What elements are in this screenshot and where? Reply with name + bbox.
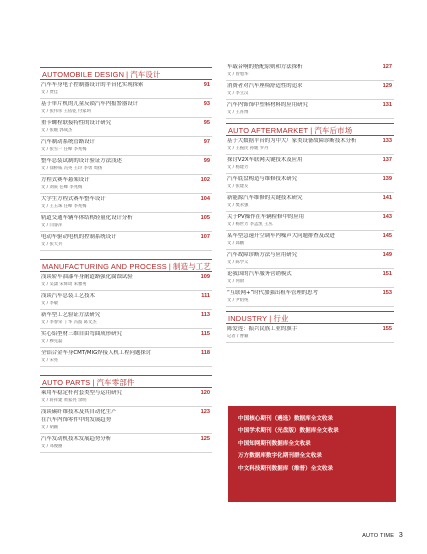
article-title: 基于单片机的儿童反锁汽车内报警器设计 xyxy=(41,101,139,107)
section-header xyxy=(40,259,212,272)
article-title: 全铝合金车身CMT/MIG焊接人机工程问题探讨 xyxy=(41,350,152,356)
article-title: 新车型工艺验证方法研究 xyxy=(41,312,101,318)
toc-entry[interactable] xyxy=(40,99,212,118)
article-title: 乘用车稳定杆衬套类型与运用研究 xyxy=(41,390,122,396)
page-ref: 149 xyxy=(382,252,392,258)
toc-entry[interactable] xyxy=(40,80,212,99)
article-title: 论我国的汽车服务营销模式 xyxy=(227,271,292,277)
toc-entry[interactable] xyxy=(40,175,212,194)
toc-entry[interactable] xyxy=(226,62,394,81)
article-title: 消费者对汽车座椅舒适性的追求 xyxy=(227,83,303,89)
article-authors: 文 / 樊永强 xyxy=(227,202,249,208)
page-ref: 131 xyxy=(382,102,392,108)
page-ref: 95 xyxy=(203,120,210,126)
toc-entry[interactable] xyxy=(40,291,212,310)
section-header xyxy=(40,375,212,388)
article-authors: 文 / 闫睿萍 xyxy=(41,222,63,228)
indexing-line: 万方数据库数字化期刊群全文收录 xyxy=(238,453,322,460)
article-authors: 文 / 张建友 xyxy=(227,183,249,189)
toc-entry[interactable] xyxy=(226,81,394,100)
toc-entry[interactable] xyxy=(40,156,212,175)
article-authors: 文 / 何俞 xyxy=(227,278,245,284)
toc-entry[interactable] xyxy=(40,272,212,291)
toc-entry[interactable] xyxy=(40,232,212,251)
article-authors: 文 / 宋亮 xyxy=(41,357,59,363)
page-ref: 155 xyxy=(382,326,392,332)
page-ref: 115 xyxy=(200,331,210,337)
toc-entry[interactable] xyxy=(40,388,212,407)
indexing-line: 中文科技期刊数据库（维普）全文收录 xyxy=(238,465,334,472)
section-title-en: AUTO AFTERMARKET xyxy=(228,126,309,135)
article-authors: 文 / 陈学义 xyxy=(227,259,249,265)
indexing-line: 中国核心期刊（遴选）数据库全文收录 xyxy=(238,416,334,422)
section-title-cn: 汽车设计 xyxy=(130,70,161,79)
page-ref: 151 xyxy=(382,271,392,277)
article-authors: 文 / 王宵博 xyxy=(227,109,249,115)
toc-entry[interactable] xyxy=(226,250,394,269)
section-title-en: AUTO PARTS xyxy=(42,378,91,387)
article-title: 陈爱莲：振兴民族工业的旗手 xyxy=(227,326,298,332)
article-title: 实心铝型材三维自由弯曲成形研究 xyxy=(41,331,122,337)
article-title: 重卡螺栓联接特性的设计研究 xyxy=(41,120,112,126)
indexing-banner xyxy=(228,406,396,502)
page-ref: 104 xyxy=(200,196,210,202)
section-divider: | xyxy=(269,314,272,323)
page-ref: 93 xyxy=(203,101,210,107)
section-header xyxy=(40,67,212,80)
article-authors: 文 / 李春荣 丁华 冯波 葛文杰 xyxy=(41,319,97,325)
page-ref: 123 xyxy=(200,409,210,415)
page-ref: 127 xyxy=(382,64,392,70)
toc-entry[interactable] xyxy=(226,269,394,288)
page-ref: 118 xyxy=(200,350,210,356)
section-header xyxy=(226,123,394,136)
article-title: 汽车发动机技术发展趋势分析 xyxy=(41,435,112,442)
page-ref: 125 xyxy=(200,435,210,442)
article-title: 浅谈轿车油漆车身耐道路强化腐蚀试验 xyxy=(41,274,133,280)
toc-entry[interactable] xyxy=(40,310,212,329)
article-authors: 文 / 邱鹏 xyxy=(227,240,245,246)
article-title: 大学生方程式赛车整车设计 xyxy=(41,196,106,202)
article-authors: 文 / 穆克磊 xyxy=(41,338,63,344)
article-title: 汽车车身电子控制器设计的平台化实现探索 xyxy=(41,82,144,88)
article-authors: 文 / 李立汉 xyxy=(227,90,249,96)
article-authors: 文 / 李敏 xyxy=(41,300,59,306)
toc-entry[interactable] xyxy=(226,193,394,212)
article-title: 整车总装试制的设计验证方法浅述 xyxy=(41,158,122,164)
article-authors: 文 / 张雪一 任峰 李兆梅 xyxy=(41,146,87,152)
article-authors: 文 / 杨世芳 李孟凯 王丛 xyxy=(227,221,273,227)
section-title-cn: 制造与工艺 xyxy=(173,262,211,271)
article-authors: 文 / 尹绍纯 xyxy=(227,297,249,303)
article-authors: 文 / 王振民 孙媛 罗丹 xyxy=(227,145,269,151)
page-ref: 91 xyxy=(203,82,210,88)
section-title-cn: 汽车后市场 xyxy=(314,126,353,135)
article-title: “互联网+”时代加强出租车管理的思考 xyxy=(227,290,318,296)
section-divider: | xyxy=(126,70,129,79)
page-footer xyxy=(362,532,403,539)
section-title-en: INDUSTRY xyxy=(228,314,268,323)
article-authors: 文 / 徐桥威 冯英 王玲 李勇 周扬 xyxy=(41,165,103,171)
toc-entry[interactable] xyxy=(226,324,394,343)
section-title-en: MANUFACTURING AND PROCESS xyxy=(42,262,167,271)
toc-entry[interactable] xyxy=(40,137,212,156)
page-ref: 143 xyxy=(382,214,392,220)
toc-entry[interactable] xyxy=(40,329,212,348)
page-ref: 153 xyxy=(382,290,392,296)
page-ref: 102 xyxy=(200,177,210,183)
page-ref: 145 xyxy=(382,233,392,239)
section-divider: | xyxy=(92,378,95,387)
page-ref: 107 xyxy=(200,234,210,240)
section-title-en: AUTOMOBILE DESIGN xyxy=(42,70,125,79)
article-title: 新能源汽车维修的关键技术研究 xyxy=(227,195,303,201)
toc-entry[interactable] xyxy=(226,231,394,250)
section-title-cn: 行业 xyxy=(273,314,289,323)
article-authors: 文 / 贾佳 xyxy=(41,89,59,95)
article-title: 电动车驱动电机的控制系统设计 xyxy=(41,234,117,240)
toc-entry[interactable] xyxy=(226,212,394,231)
article-title: 浅谈碳纤维技术及其自动化生产 xyxy=(41,409,117,415)
toc-group-industry xyxy=(226,311,394,343)
article-title: 汽车制动系统管路设计 xyxy=(41,139,95,145)
toc-entry[interactable] xyxy=(226,155,394,174)
article-authors: 文 / 吴潇 宋辉琦 朱雅男 xyxy=(41,281,87,287)
article-title: 车载音响的搭配原则和方法探析 xyxy=(227,64,303,70)
article-title: 探讨V2X车联网关键技术及应用 xyxy=(227,157,303,163)
article-title: 轨道交通车辆车体结构轻量化设计分析 xyxy=(41,215,133,221)
right-column xyxy=(226,62,394,343)
article-authors: 文 / 胡颖 xyxy=(41,424,59,430)
article-authors: 文 / 蒋祥建 黄家亮 余明 xyxy=(41,397,87,403)
toc-group-parts xyxy=(40,375,212,453)
page-ref: 97 xyxy=(203,139,210,145)
article-title: 汽车内饰饰中塑料材料的应用研究 xyxy=(227,102,308,108)
toc-entry[interactable] xyxy=(226,136,394,155)
section-divider: | xyxy=(310,126,313,135)
article-authors: 文 / 张伟伟 王依乾 付家珂 xyxy=(41,108,91,114)
toc-entry[interactable] xyxy=(226,288,394,307)
toc-entry[interactable] xyxy=(40,118,212,137)
article-title: 关于PV操作在车辆检修中的应用 xyxy=(227,214,305,220)
page-ref: 141 xyxy=(382,195,392,201)
article-authors: 文 / 王玉珠 任峰 李兆梅 xyxy=(41,203,87,209)
article-title: 在汽车内饰零件中的发展趋势 xyxy=(41,416,112,423)
article-authors: 文 / 刘寅 任峰 李兆梅 xyxy=(41,184,83,190)
article-title: 基于大数据平台的为中大厂家类设备故障诊断技术分析 xyxy=(227,138,357,144)
toc-group-aftermarket xyxy=(226,123,394,307)
page-ref: 105 xyxy=(200,215,210,221)
toc-entry[interactable] xyxy=(40,213,212,232)
page-ref: 111 xyxy=(201,293,210,299)
left-column xyxy=(40,67,212,453)
page-number: 3 xyxy=(398,532,403,539)
toc-group-design xyxy=(40,67,212,251)
toc-group-manufacturing xyxy=(40,259,212,367)
toc-entry[interactable] xyxy=(226,100,394,119)
page-ref: 113 xyxy=(200,312,210,318)
article-authors: 文 / 张天兵 xyxy=(41,241,63,247)
article-title: 汽车故障诊断方法与应用研究 xyxy=(227,252,298,258)
article-authors: 记者 / 曹颖 xyxy=(227,333,249,339)
article-title: 某车型急速开空调车内噪声大问题排查及改进 xyxy=(227,233,335,239)
toc-entry[interactable] xyxy=(226,174,394,193)
article-authors: 文 / 邓俊丽 xyxy=(41,443,63,449)
article-authors: 文 / 曾旭华 xyxy=(227,71,249,77)
toc-entry[interactable] xyxy=(40,348,212,367)
toc-entry[interactable] xyxy=(40,194,212,213)
page-ref: 120 xyxy=(200,390,210,396)
article-title: 方程式赛车悬架设计 xyxy=(41,177,90,183)
page-ref: 133 xyxy=(382,138,392,144)
indexing-line: 中国知网期刊数据库全文收录 xyxy=(238,440,311,447)
page-ref: 137 xyxy=(382,157,392,163)
article-authors: 文 / 杨建芳 xyxy=(227,164,249,170)
toc-entry[interactable] xyxy=(40,407,212,434)
page-ref: 139 xyxy=(382,176,392,182)
magazine-name: AUTO TIME xyxy=(362,533,395,539)
page-ref: 99 xyxy=(203,158,210,164)
section-title-cn: 汽车零部件 xyxy=(96,378,135,387)
page-ref: 109 xyxy=(200,274,210,280)
page-ref: 129 xyxy=(382,83,392,89)
toc-group-continued xyxy=(226,62,394,119)
indexing-line: 中国学术期刊（光盘版）数据库全文收录 xyxy=(238,428,339,435)
section-header xyxy=(226,311,394,324)
toc-entry[interactable] xyxy=(40,434,212,453)
article-title: 浅谈汽车总装工艺技术 xyxy=(41,293,95,299)
article-title: 汽车底盘构造与维修技术研究 xyxy=(227,176,298,182)
article-authors: 文 / 张媛 郭成杰 xyxy=(41,127,73,133)
section-divider: | xyxy=(168,262,172,271)
